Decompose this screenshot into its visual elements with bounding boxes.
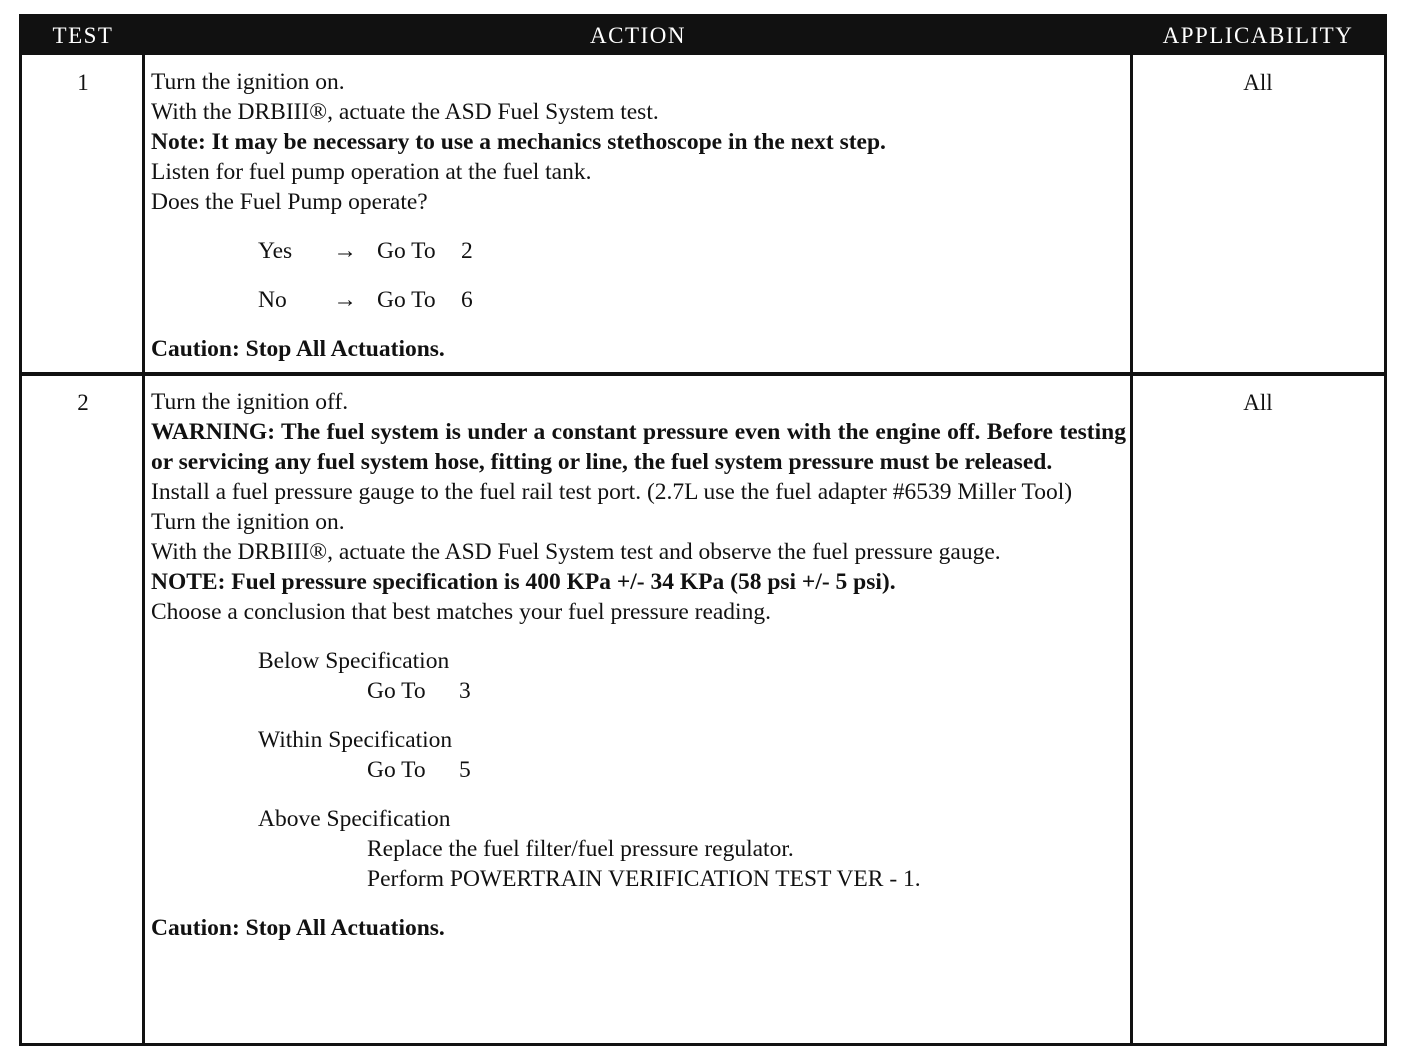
instruction-line: Install a fuel pressure gauge to the fuel rail test port. (2.7L use the fuel adapter #6539 Miller Tool): [151, 479, 1073, 505]
action-cell-1: [151, 67, 1126, 364]
test-number-1: 1: [77, 70, 89, 95]
note-text: NOTE: Fuel pressure specification is 400 KPa +/- 34 KPa (58 psi +/- 5 psi).: [151, 569, 896, 595]
header-test: TEST: [52, 23, 114, 48]
arrow-right-icon: →: [333, 287, 357, 313]
conclusion-step: Replace the fuel filter/fuel pressure regulator.: [367, 836, 794, 862]
applicability-2: All: [1243, 390, 1273, 415]
conclusion-label: Below Specification: [258, 648, 450, 674]
option-no: No → Go To 6: [258, 287, 473, 313]
test-number-2: 2: [77, 390, 89, 415]
conclusion-label: Within Specification: [258, 727, 453, 753]
instruction-line: With the DRBIII®, actuate the ASD Fuel System test and observe the fuel pressure gauge.: [151, 539, 1001, 565]
instruction-line: Choose a conclusion that best matches your fuel pressure reading.: [151, 599, 771, 625]
warning-text: WARNING: The fuel system is under a constant pressure even with the engine off. Before testing or servicing any fuel system hose, fitting or line, the fuel system pressure must be released.: [151, 419, 1126, 475]
conclusion-step: Perform POWERTRAIN VERIFICATION TEST VER - 1.: [367, 866, 921, 892]
diagnostic-table: [19, 14, 1387, 1046]
conclusion-goto: Go To 3: [367, 678, 471, 704]
note-text: Note: It may be necessary to use a mechanics stethoscope in the next step.: [151, 129, 886, 155]
instruction-line: Turn the ignition on.: [151, 69, 345, 95]
column-divider: [142, 55, 145, 1045]
caution-text: Caution: Stop All Actuations.: [151, 915, 445, 941]
instruction-line: With the DRBIII®, actuate the ASD Fuel System test.: [151, 99, 659, 125]
instruction-line: Turn the ignition on.: [151, 509, 345, 535]
instruction-line: Listen for fuel pump operation at the fuel tank.: [151, 159, 592, 185]
caution-text: Caution: Stop All Actuations.: [151, 336, 445, 362]
conclusion-goto: Go To 5: [367, 757, 471, 783]
arrow-right-icon: →: [333, 238, 357, 264]
header-applicability: APPLICABILITY: [1162, 23, 1354, 48]
header-action: ACTION: [590, 23, 686, 48]
conclusion-label: Above Specification: [258, 806, 451, 832]
action-cell-2: [151, 387, 1126, 943]
question-text: Does the Fuel Pump operate?: [151, 189, 428, 215]
column-divider: [1130, 55, 1133, 1045]
applicability-1: All: [1243, 70, 1273, 95]
instruction-line: Turn the ignition off.: [151, 389, 349, 415]
table-header: [22, 17, 1384, 55]
row-divider: [22, 372, 1384, 376]
option-yes: Yes → Go To 2: [258, 238, 473, 264]
